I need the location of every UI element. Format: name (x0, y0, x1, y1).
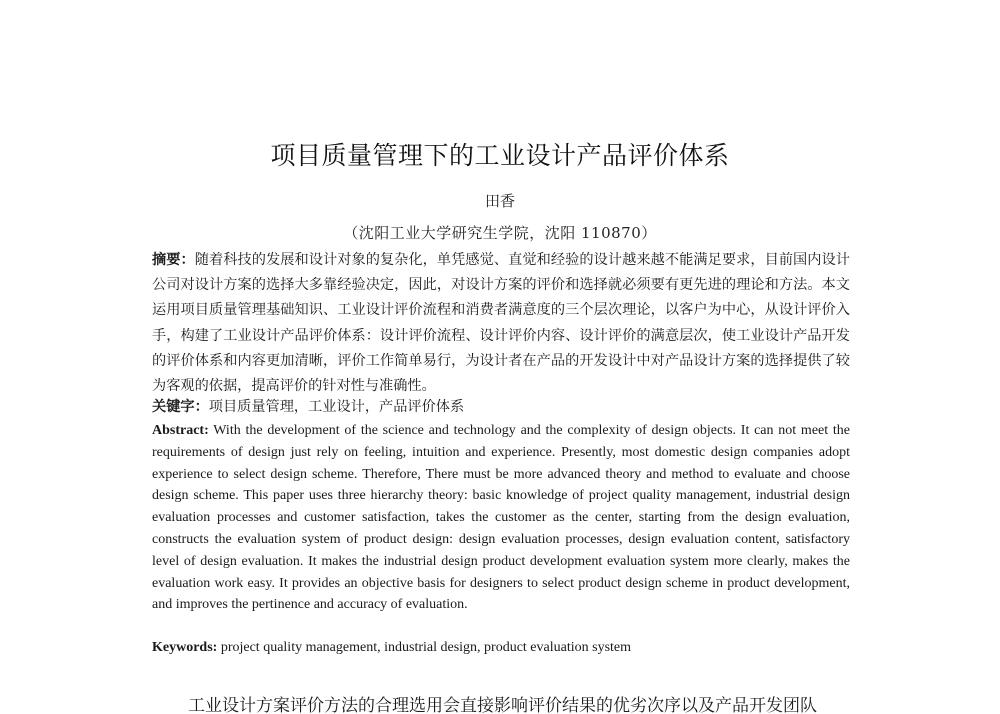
author-name: 田香 (484, 192, 515, 210)
chinese-abstract-text: 随着科技的发展和设计对象的复杂化，单凭感觉、直觉和经验的设计越来越不能满足要求，目前国内设计公司对设计方案的选择大多靠经验决定，因此，对设计方案的评价和选择就必须要有更先进的理论和方法。本文运用项目质量管理基础知识、工业设计评价流程和消费者满意度的三个层次理论，以客户为中心，从设计评价入手，构建了工业设计产品评价体系：设计评价流程、设计评价内容、设计评价的满意层次，使工业设计产品开发的评价体系和内容更加清晰，评价工作简单易行，为设计者在产品的开发设计中对产品设计方案的选择提供了较为客观的依据，提高评价的针对性与准确性。 (152, 252, 850, 395)
english-keywords (152, 638, 850, 658)
body-paragraph-first-line: 工业设计方案评价方法的合理选用会直接影响评价结果的优劣次序以及产品开发团队 (188, 696, 817, 714)
chinese-keywords-text: 项目质量管理，工业设计，产品评价体系 (208, 399, 465, 415)
author-affiliation: （沈阳工业大学研究生学院，沈阳 110870） (343, 224, 657, 242)
english-abstract-text: With the development of the science and technology and the complexity of design objects. It can not meet the requirements of design just rely on feeling, intuition and experience. Presently, most domestic design companies adopt experience to select design scheme. Therefore, There must be more advanced theory and method to evaluate and choose design scheme. This paper uses three hierarchy theory: basic knowledge of project quality management, industrial design evaluation processes and customer satisfaction, takes the customer as the center, starting from the design evaluation, constructs the evaluation system of product design: design evaluation processes, design evaluation content, satisfactory level of design evaluation. It makes the industrial design product development evaluation system more clearly, makes the evaluation work easy. It provides an objective basis for designers to select product design scheme in product development, and improves the pertinence and accuracy of evaluation. (152, 423, 850, 613)
paper-title: 项目质量管理下的工业设计产品评价体系 (270, 141, 730, 170)
chinese-keywords (152, 397, 850, 417)
chinese-abstract-label: 摘要： (152, 252, 195, 268)
chinese-abstract (152, 248, 850, 399)
english-keywords-label: Keywords: (152, 640, 218, 655)
english-abstract-label: Abstract: (152, 423, 209, 438)
chinese-keywords-label: 关键字： (152, 399, 209, 415)
english-abstract (152, 420, 850, 616)
english-keywords-text: project quality management, industrial design, product evaluation system (217, 640, 632, 655)
